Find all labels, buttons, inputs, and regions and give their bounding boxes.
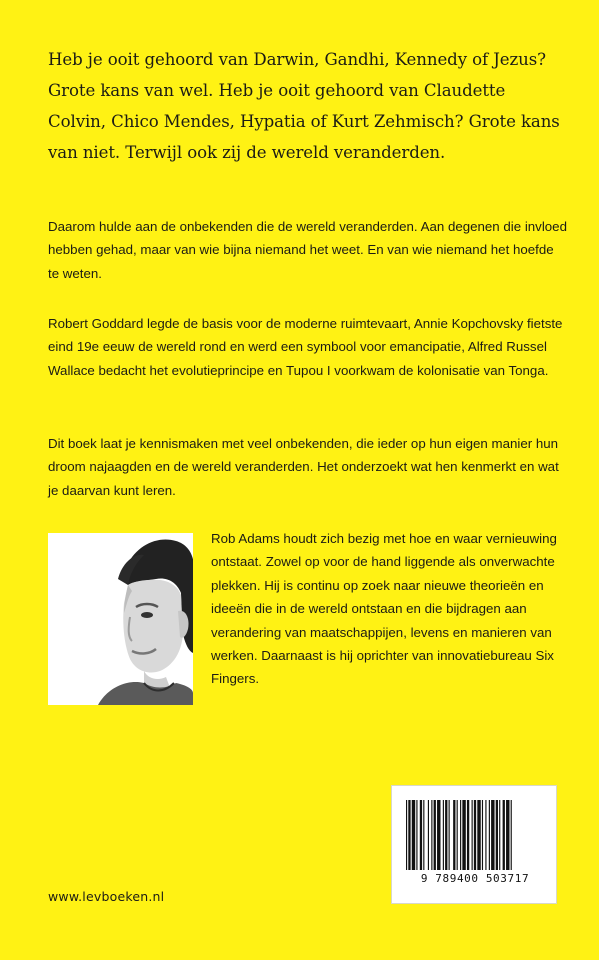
barcode-bar xyxy=(408,800,410,870)
barcode-bar xyxy=(506,800,509,870)
barcode-bar xyxy=(449,800,450,870)
barcode-bar xyxy=(416,800,417,870)
barcode-bar xyxy=(511,800,512,870)
barcode-bar xyxy=(477,800,480,870)
paragraph-2: Robert Goddard legde de basis voor de moderne ruimtevaart, Annie Kopchovsky fietste eind 19e eeuw de wereld rond en werd een symbool voor emancipatie, Alfred Russel Wallace bedacht het evolutieprincipe en Tupou I voorkwam de kolonisatie van Tonga. xyxy=(48,316,563,378)
barcode-bar xyxy=(437,800,440,870)
author-bio: Rob Adams houdt zich bezig met hoe en waar vernieuwing ontstaat. Zowel op voor de hand liggende als onverwachte plekken. Hij is continu op zoek naar nieuwe theorieën en ideeën die in de wereld ontstaan en die bijdragen aan verandering van maatschappijen, levens en manieren van werken. Daarnaast is hij oprichter van innovatiebureau Six Fingers. xyxy=(211,531,557,687)
barcode-bars xyxy=(406,800,544,870)
barcode-bar xyxy=(499,800,500,870)
barcode-bar xyxy=(420,800,422,870)
barcode-bar xyxy=(491,800,494,870)
barcode-bar xyxy=(443,800,444,870)
barcode-bar xyxy=(423,800,424,870)
barcode-bar xyxy=(412,800,415,870)
author-portrait-image xyxy=(48,533,193,705)
intro-text: Heb je ooit gehoord van Darwin, Gandhi, Kennedy of Jezus? Grote kans van wel. Heb je ooit gehoord van Claudette Colvin, Chico Mendes, Hypatia of Kurt Zehmisch? Grote kans van niet. Terwijl ook zij de wereld veranderden. xyxy=(48,50,560,162)
barcode-bar xyxy=(496,800,498,870)
barcode-bar xyxy=(457,800,458,870)
barcode-bar xyxy=(482,800,483,870)
barcode-bar xyxy=(428,800,429,870)
isbn-barcode xyxy=(391,785,557,904)
paragraph-1: Daarom hulde aan de onbekenden die de wereld veranderden. Aan degenen die invloed hebben gehad, maar van wie bijna niemand het weet. En van wie niemand het hoefde te weten. xyxy=(48,219,567,281)
isbn-number: 9 789400 503717 xyxy=(420,872,530,885)
paragraph-3: Dit boek laat je kennismaken met veel onbekenden, die ieder op hun eigen manier hun droom najaagden en de wereld veranderden. Het onderzoekt wat hen kenmerkt en wat je daarvan kunt leren. xyxy=(48,436,559,498)
barcode-bar xyxy=(431,800,432,870)
barcode-bar xyxy=(489,800,490,870)
barcode-bar xyxy=(467,800,469,870)
barcode-bar xyxy=(472,800,473,870)
barcode-bar xyxy=(474,800,476,870)
barcode-bar xyxy=(434,800,436,870)
author-photo xyxy=(48,533,193,705)
barcode-bar xyxy=(445,800,447,870)
barcode-bar xyxy=(503,800,505,870)
barcode-bar xyxy=(406,800,407,870)
barcode-bar xyxy=(460,800,461,870)
barcode-bar xyxy=(453,800,455,870)
website-url[interactable]: www.levboeken.nl xyxy=(48,889,165,904)
barcode-bar xyxy=(485,800,486,870)
barcode-bar xyxy=(462,800,465,870)
